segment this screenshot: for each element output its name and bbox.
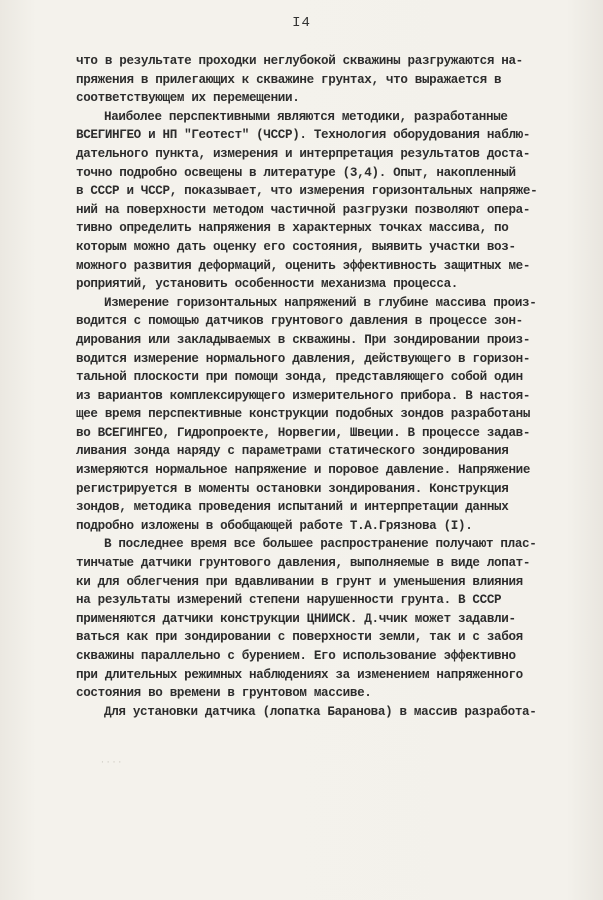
text-line: скважины параллельно с бурением. Его использование эффективно: [76, 649, 516, 663]
text-line: водится с помощью датчиков грунтового давления в процессе зон-: [76, 314, 523, 329]
text-line: ваться как при зондировании с поверхности земли, так и с забоя: [76, 630, 523, 645]
text-line: пряжения в прилегающих к скважине грунтах, что выражается в: [76, 72, 502, 87]
text-line: точно подробно освещены в литературе (3,4). Опыт, накопленный: [76, 165, 516, 180]
text-line: Измерение горизонтальных напряжений в глубине массива произ-: [104, 295, 537, 310]
text-line: измеряются нормальное напряжение и поровое давление. Напряжение: [76, 463, 531, 478]
text-line: в СССР и ЧССР, показывает, что измерения горизонтальных напряже-: [76, 184, 538, 199]
text-line: ний на поверхности методом частичной разгрузки позволяют опера-: [76, 202, 531, 217]
text-line: применяются датчики конструкции ЦНИИСК. Д.ччик может задавли-: [76, 611, 516, 626]
text-line: зондов, методика проведения испытаний и интерпретации данных: [76, 500, 509, 515]
text-line: водится измерение нормального давления, действующего в горизон-: [76, 351, 531, 366]
text-line: Наиболее перспективными являются методики, разработанные: [104, 109, 508, 124]
text-line: роприятий, установить особенности механизма процесса.: [76, 277, 458, 292]
body-text: [76, 52, 576, 721]
text-line: можного развития деформаций, оценить эффективность защитных ме-: [76, 258, 531, 273]
text-line: во ВСЕГИНГЕО, Гидропроекте, Норвегии, Швеции. В процессе задав-: [76, 425, 531, 440]
text-line: состояния во времени в грунтовом массиве.: [76, 686, 372, 701]
text-line: что в результате проходки неглубокой скважины разгружаются на-: [76, 54, 523, 68]
text-line: ливания зонда наряду с параметрами статического зондирования: [76, 444, 509, 459]
text-line: щее время перспективные конструкции подобных зондов разработаны: [76, 407, 531, 422]
text-line: подробно изложены в обобщающей работе Т.А.Грязнова (I).: [76, 518, 473, 533]
text-line: на результаты измерений степени нарушенности грунта. В СССР: [76, 593, 502, 608]
text-line: тинчатые датчики грунтового давления, выполняемые в виде лопат-: [76, 556, 531, 571]
text-line: дательного пункта, измерения и интерпретация результатов доста-: [76, 146, 531, 161]
text-line: дирования или закладываемых в скважины. При зондировании произ-: [76, 332, 531, 347]
text-line: регистрируется в моменты остановки зондирования. Конструкция: [76, 481, 509, 496]
text-line: тивно определить напряжения в характерных точках массива, по: [76, 221, 509, 236]
text-line: при длительных режимных наблюдениях за изменением напряженного: [76, 667, 523, 682]
faint-scan-mark: ····: [100, 758, 124, 767]
text-line: В последнее время все большее распространение получают плас-: [104, 537, 537, 552]
text-line: тальной плоскости при помощи зонда, представляющего собой один: [76, 370, 523, 385]
text-line: ВСЕГИНГЕО и НП "Геотест" (ЧССР). Технология оборудования наблю-: [76, 128, 531, 143]
page-number: I4: [292, 15, 311, 31]
text-line: из вариантов комплексирующего измерительного прибора. В настоя-: [76, 388, 531, 403]
text-line: Для установки датчика (лопатка Баранова) в массив разработа-: [104, 704, 537, 719]
text-line: которым можно дать оценку его состояния, выявить участки воз-: [76, 239, 516, 254]
text-line: соответствующем их перемещении.: [76, 91, 300, 106]
text-line: ки для облегчения при вдавливании в грунт и уменьшения влияния: [76, 574, 523, 589]
